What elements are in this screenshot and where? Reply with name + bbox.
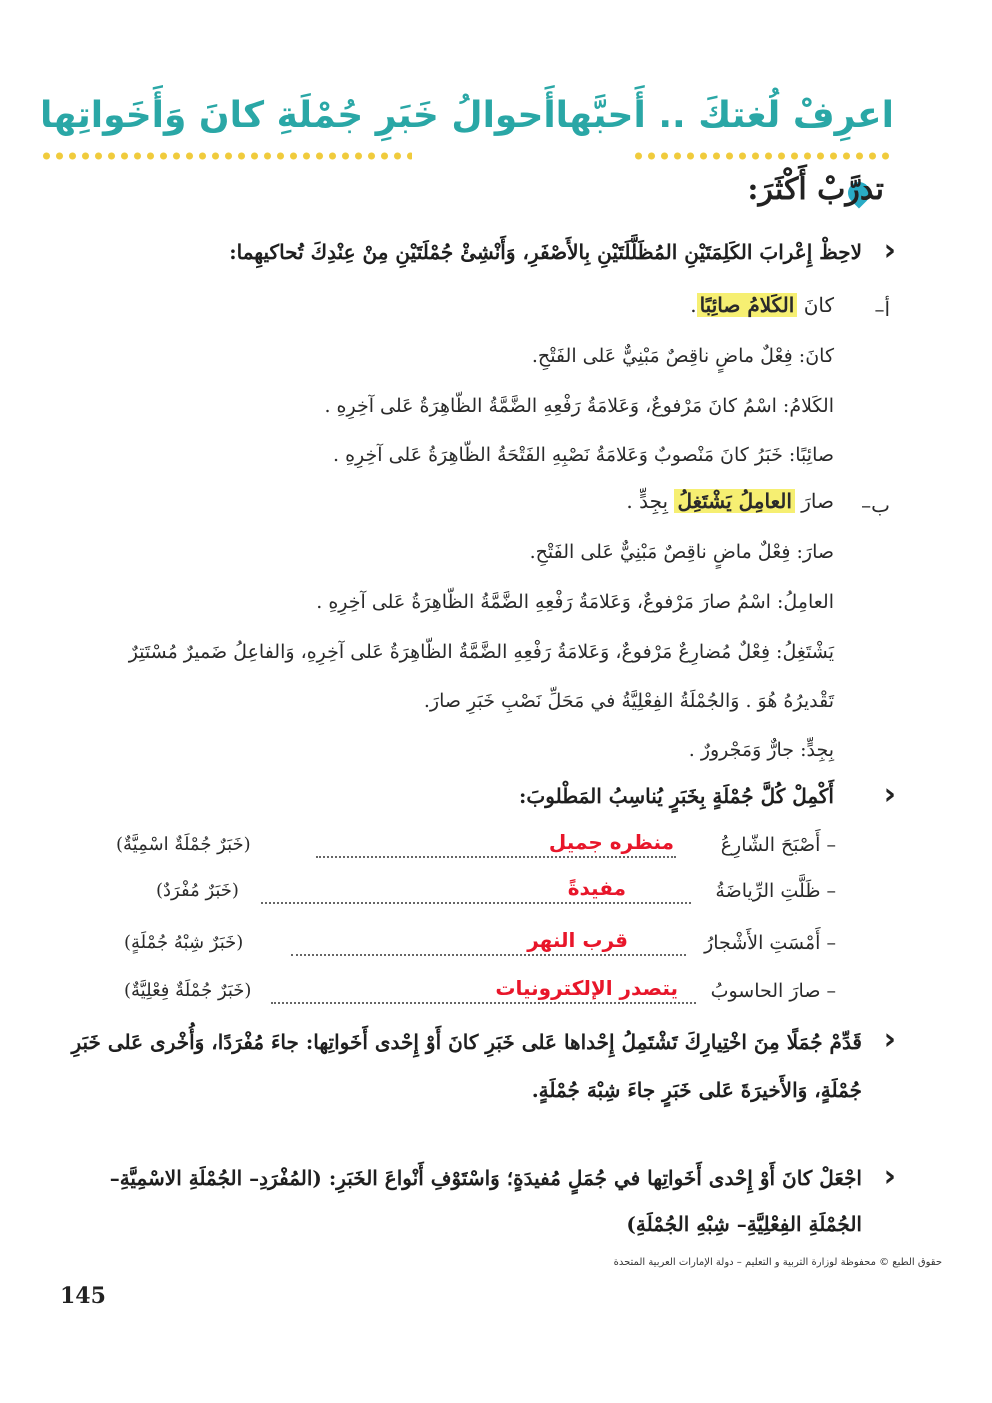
sentence-verb: صارَ: [801, 489, 834, 513]
chevron-right-icon: ›: [883, 233, 896, 268]
copyright-note: حقوق الطبع © محفوظة لوزارة التربية و التعليم – دولة الإمارات العربية المتحدة: [613, 1257, 942, 1268]
dots-divider-left: [40, 152, 412, 160]
answer-text: يتصدر الإلكترونيات: [495, 976, 678, 1000]
item-letter-a: أ–: [874, 297, 890, 321]
fill-row: [116, 928, 896, 962]
row-lead: – صارَ الحاسوبُ: [710, 980, 836, 1002]
row-hint: (خَبَرٌ شِبْهُ جُمْلَةٍ): [124, 932, 244, 953]
task4-line2: الجُمْلَةِ الفِعْلِيَّةِ– شِبْهِ الجُمْلَةِ): [626, 1212, 862, 1236]
fill-row: [116, 976, 896, 1010]
section-title-left: أَحوالُ خَبَرِ جُمْلَةِ كانَ وَأَخَواتِها: [40, 95, 556, 136]
chevron-right-icon: ›: [883, 1159, 896, 1194]
row-hint: (خَبَرٌ جُمْلَةٌ اسْمِيَّةٌ): [116, 834, 251, 855]
parse-line: العامِلُ: اسْمُ صارَ مَرْفوعٌ، وَعَلامَةُ رَفْعِهِ الضَّمَّةُ الظّاهِرَةُ عَلى آخِرِهِ .: [316, 591, 834, 613]
row-hint: (خَبَرٌ مُفْرَدٌ): [156, 880, 239, 901]
highlighted-words: الكَلامُ صائِبًا: [697, 293, 798, 317]
highlighted-words: العامِلُ يَشْتَغِلُ: [674, 489, 794, 513]
answer-text: مفيدةً: [567, 876, 626, 900]
task2-instruction: أَكْمِلْ كُلَّ جُمْلَةٍ بِخَبَرٍ يُناسِبُ المَطْلوبَ:: [519, 784, 834, 808]
sentence-end: بِجِدٍّ .: [626, 489, 669, 513]
parse-line: تَقْديرُهُ هُوَ . وَالجُمْلَةُ الفِعْلِيَّةُ في مَحَلِّ نَصْبِ خَبَرِ صارَ.: [423, 690, 834, 712]
answer-line: [271, 1002, 696, 1004]
answer-line: [261, 902, 691, 904]
chevron-right-icon: ›: [883, 777, 896, 812]
parse-line: يَشْتَغِلُ: فِعْلٌ مُضارِعٌ مَرْفوعٌ، وَعَلامَةُ رَفْعِهِ الضَّمَّةُ الظّاهِرَةُ عَلى آخِرِهِ، وَالفاعِلُ ضَميرٌ مُسْتَتِرٌ: [128, 641, 834, 663]
answer-text: منظره جميل: [548, 830, 674, 854]
dots-divider-right: [632, 152, 894, 160]
task3-line2: جُمْلَةٍ، وَالأَخيرَةَ عَلى خَبَرٍ جاءَ شِبْهَ جُمْلَةٍ.: [531, 1078, 862, 1102]
parse-line: صارَ: فِعْلٌ ماضٍ ناقِصٌ مَبْنِيٌّ عَلى الفَتْحِ.: [529, 541, 834, 563]
parse-line: كانَ: فِعْلٌ ماضٍ ناقِصٌ مَبْنِيٌّ عَلى الفَتْحِ.: [531, 345, 834, 367]
row-lead: – أَمْسَتِ الأَشْجارُ: [704, 932, 836, 954]
practice-heading: تدرَّبْ أَكْثَرَ:: [747, 172, 884, 207]
section-title-right: اعرِفْ لُغتكَ .. أَحبَّها: [555, 95, 894, 136]
task4-line1: اجْعَلْ كانَ أَوْ إِحْدى أَخَواتِها في جُمَلٍ مُفيدَةٍ؛ وَاسْتَوْفِ أَنْواعَ الخَبَرِ: (المُفْرَدِ– الجُمْلَةِ الاسْمِيَّةِ–: [109, 1166, 862, 1190]
row-hint: (خَبَرٌ جُمْلَةٌ فِعْلِيَّةٌ): [124, 980, 252, 1001]
item-letter-b: ب–: [861, 493, 890, 517]
parse-line: الكَلامُ: اسْمُ كانَ مَرْفوعٌ، وَعَلامَةُ رَفْعِهِ الضَّمَّةُ الظّاهِرَةُ عَلى آخِرِهِ .: [324, 395, 834, 417]
example-sentence-a: [690, 293, 834, 317]
row-lead: – أَصْبَحَ الشّارِعُ: [720, 834, 836, 856]
sentence-end: .: [690, 293, 697, 317]
page-number: 145: [60, 1283, 106, 1309]
answer-line: [291, 954, 686, 956]
task3-line1: قَدِّمْ جُمَلًا مِنَ اخْتِيارِكَ تَشْتَمِلُ إِحْداها عَلى خَبَرِ كانَ أَوْ إِحْدى أَخَواتِها: جاءَ مُفْرَدًا، وَأُخْرى عَلى خَبَرِ: [71, 1030, 862, 1054]
task1-instruction: لاحِظْ إِعْرابَ الكَلِمَتَيْنِ المُظَلَّلَتَيْنِ بِالأَصْفَرِ، وَأَنْشِئْ جُمْلَتَيْنِ مِنْ عِنْدِكَ تُحاكيهِما:: [229, 240, 862, 264]
answer-line: [316, 856, 676, 858]
fill-row: [116, 876, 896, 910]
chevron-right-icon: ›: [883, 1022, 896, 1057]
answer-text: قرب النهر: [527, 928, 628, 952]
sentence-verb: كانَ: [803, 293, 834, 317]
fill-row: [116, 830, 896, 864]
parse-line: صائِبًا: خَبَرُ كانَ مَنْصوبٌ وَعَلامَةُ نَصْبِهِ الفَتْحَةُ الظّاهِرَةُ عَلى آخِرِهِ .: [333, 444, 834, 466]
row-lead: – ظَلَّتِ الرِّياضَةُ: [715, 880, 836, 902]
example-sentence-b: [626, 489, 834, 513]
parse-line: بِجِدٍّ: جارٌّ وَمَجْرورٌ .: [688, 739, 834, 761]
